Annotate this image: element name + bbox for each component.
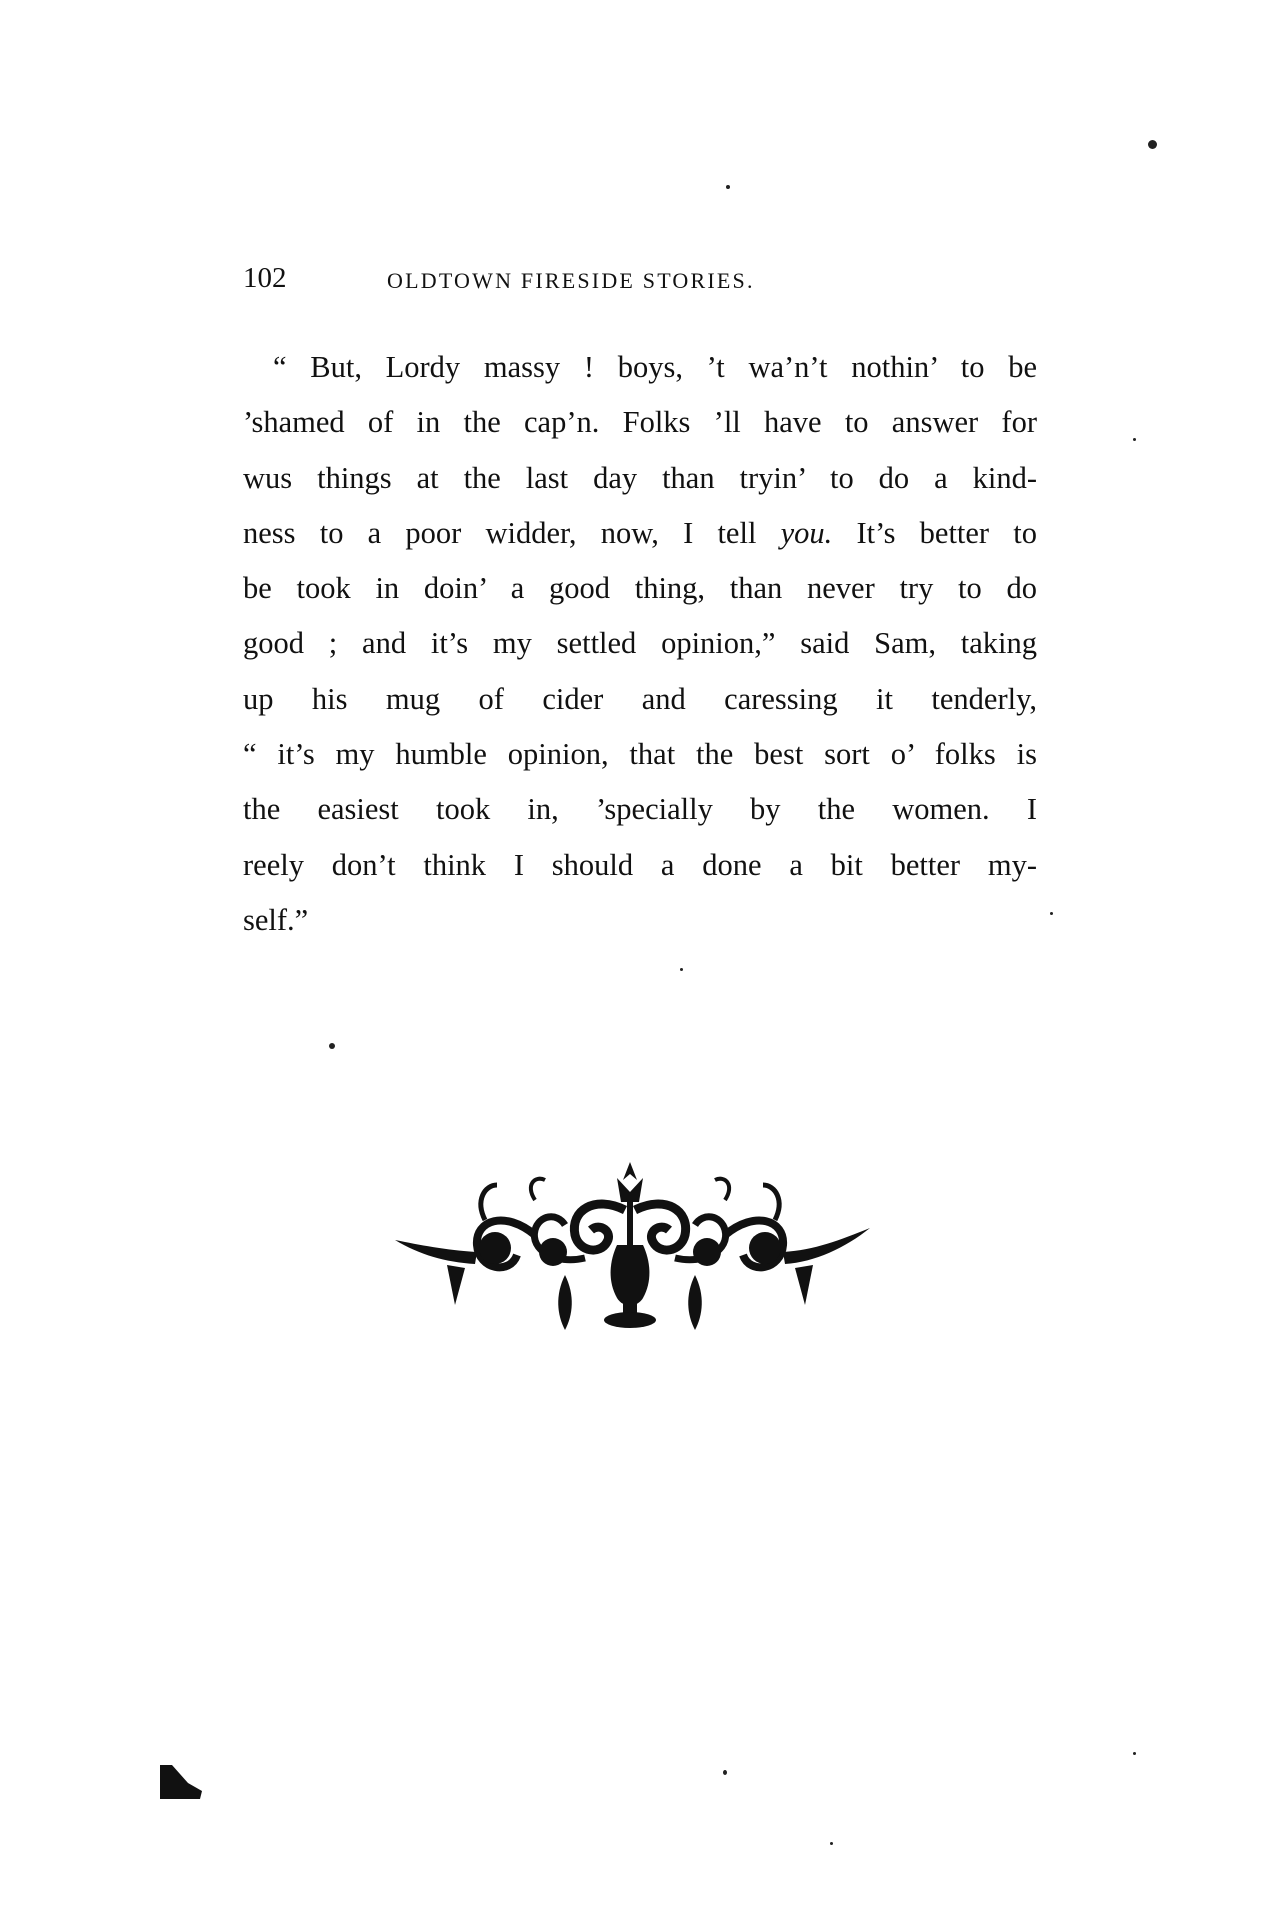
scan-speck: [830, 1842, 833, 1845]
text-line: “ But, Lordy massy ! boys, ’t wa’n’t nothin’ to be: [273, 350, 1037, 384]
running-title: OLDTOWN FIRESIDE STORIES.: [387, 268, 755, 293]
body-paragraph: [243, 340, 1037, 948]
text-line: “ it’s my humble opinion, that the best sort o’ folks is: [243, 737, 1037, 772]
scan-speck: [1050, 912, 1053, 915]
page-header: [243, 262, 1043, 302]
scan-speck: [1148, 140, 1157, 149]
text-line: be took in doin’ a good thing, than never try to do: [243, 571, 1037, 606]
text-line: up his mug of cider and caressing it tenderly,: [243, 681, 1037, 716]
corner-mark-icon: [160, 1765, 202, 1799]
tailpiece-scroll-ornament-icon: [385, 1140, 875, 1345]
scan-speck: [726, 185, 730, 189]
scan-speck: [680, 968, 683, 971]
emphasized-word: you.: [780, 515, 833, 550]
scan-speck: [723, 1770, 727, 1775]
text-line: self.”: [243, 902, 309, 937]
text-line: ’shamed of in the cap’n. Folks ’ll have to answer for: [243, 405, 1037, 440]
text-line: wus things at the last day than tryin’ to do a kind-: [243, 460, 1037, 495]
page-number: 102: [243, 262, 287, 294]
scan-speck: [1133, 438, 1136, 441]
text-line: [243, 506, 1037, 561]
text-line: reely don’t think I should a done a bit better my-: [243, 847, 1037, 882]
text-line: good ; and it’s my settled opinion,” said Sam, taking: [243, 626, 1037, 661]
text-line-end: It’s better to: [832, 515, 1037, 550]
scan-speck: [1133, 1752, 1136, 1755]
scan-speck: [329, 1043, 335, 1049]
text-line: the easiest took in, ’specially by the women. I: [243, 792, 1037, 827]
text-line-start: ness to a poor widder, now, I tell: [243, 515, 781, 550]
